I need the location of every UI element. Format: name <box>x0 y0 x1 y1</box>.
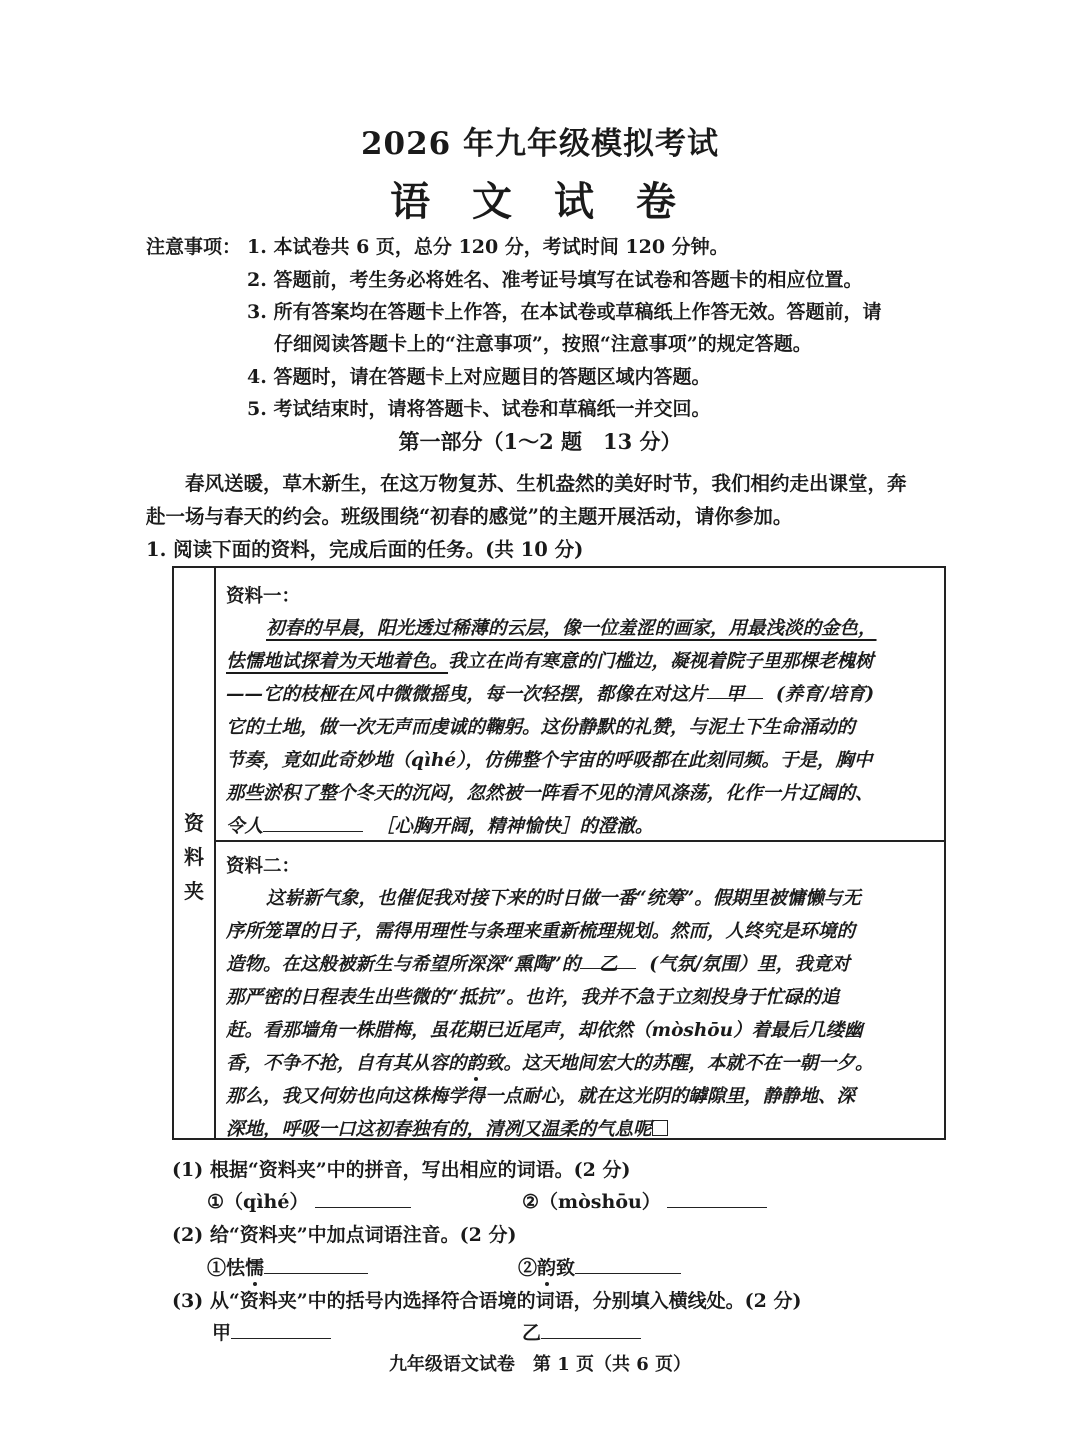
page-footer: 九年级语文试卷 第 1 页（共 6 页） <box>388 1354 692 1375</box>
notice-label: 注意事项： <box>146 236 242 258</box>
paper-title: 语 文 试 卷 <box>390 178 690 225</box>
material-2-line-5: 赶。看那墙角一株腊梅，虽花期已近尾声，却依然（mòshōu）着最后几缕幽 <box>226 1020 863 1041</box>
side-char-2: 料 <box>184 845 204 869</box>
material-folder-box <box>172 566 946 1140</box>
side-char-1: 资 <box>184 811 204 835</box>
q1-3-b-label: 乙 <box>522 1322 542 1344</box>
question-1-1-b <box>522 1187 767 1214</box>
blank-idiom[interactable] <box>263 813 363 832</box>
q1-2-b-dotted-char: 韵 <box>537 1257 557 1279</box>
missing-punctuation-box[interactable] <box>652 1120 668 1136</box>
material-2-line-3 <box>226 950 850 976</box>
material-1-line-7 <box>226 812 653 838</box>
question-1-3-b <box>522 1318 641 1345</box>
material-1-line-1: 初春的早晨，阳光透过稀薄的云层，像一位羞涩的画家，用最浅淡的金色， <box>266 618 877 639</box>
exam-title: 2026 年九年级模拟考试 <box>360 126 720 162</box>
material-1-line-4: 它的土地，做一次无声而虔诚的鞠躬。这份静默的礼赞，与泥土下生命涌动的 <box>226 717 856 738</box>
underlined-sentence: 怯懦地试探着为天地着色。 <box>226 651 449 672</box>
material-2-line-6-b: 致。这天地间宏大的苏醒，本就不在一朝一夕。 <box>485 1053 874 1074</box>
material-2-heading: 资料二： <box>226 856 301 877</box>
answer-blank-jia[interactable] <box>231 1320 331 1339</box>
notice-item-5: 5. 考试结束时，请将答题卡、试卷和草稿纸一并交回。 <box>247 398 711 420</box>
dotted-char-yun: 韵 <box>466 1053 486 1074</box>
material-2-line-1: 这崭新气象，也催促我对接下来的时日做一番“统筹”。假期里被慵懒与无 <box>266 888 861 909</box>
part1-title: 第一部分（1～2 题 13 分） <box>398 429 682 454</box>
q1-2-a-char-1: ①怯 <box>207 1257 246 1279</box>
question-1-2-b <box>518 1253 681 1280</box>
question-1-stem: 1. 阅读下面的资料，完成后面的任务。(共 10 分) <box>146 538 584 561</box>
material-1-line-2-rest: 我立在尚有寒意的门槛边，凝视着院子里那棵老槐树 <box>448 651 874 672</box>
intro-line-1: 春风送暖，草木新生，在这万物复苏、生机盎然的美好时节，我们相约走出课堂，奔 <box>185 472 907 495</box>
notice-item-3-cont: 仔细阅读答题卡上的“注意事项”，按照“注意事项”的规定答题。 <box>274 333 812 355</box>
q1-1-a-label: ①（qìhé） <box>207 1191 309 1213</box>
blank-jia[interactable]: 甲 <box>707 680 763 699</box>
material-1-line-7-b: ［心胸开阔，精神愉快］的澄澈。 <box>375 816 654 837</box>
question-1-1-a <box>207 1187 411 1214</box>
question-1-3-a <box>212 1318 331 1345</box>
folder-side-label <box>174 568 216 1138</box>
material-2-line-6 <box>226 1049 874 1075</box>
question-1-2-a <box>207 1253 368 1280</box>
answer-blank-yunzhi[interactable] <box>575 1255 681 1274</box>
side-char-3: 夹 <box>184 879 204 903</box>
material-2-line-3-a: 造物。在这般被新生与希望所深深“熏陶”的 <box>226 954 581 975</box>
question-1-3: (3) 从“资料夹”中的括号内选择符合语境的词语，分别填入横线处。(2 分) <box>172 1290 802 1312</box>
material-1-line-7-a: 令人 <box>226 816 264 837</box>
material-divider <box>214 840 946 842</box>
answer-blank-moshou[interactable] <box>667 1189 767 1208</box>
material-1-line-3-b: (养育/培育) <box>775 684 875 705</box>
material-2-line-3-b: (气氛/氛围）里，我竟对 <box>649 954 850 975</box>
intro-line-2: 赴一场与春天的约会。班级围绕“初春的感觉”的主题开展活动，请你参加。 <box>146 505 793 528</box>
q1-2-a-dotted-char: 懦 <box>245 1257 265 1279</box>
q1-2-b-num: ② <box>518 1257 538 1279</box>
material-2-line-4: 那严密的日程表生出些微的“抵抗”。也许，我并不急于立刻投身于忙碌的追 <box>226 987 840 1008</box>
q1-1-b-label: ②（mòshōu） <box>522 1191 661 1213</box>
material-1-line-3-a: ——它的枝桠在风中微微摇曳，每一次轻摆，都像在对这片 <box>226 684 708 705</box>
material-2-line-8-text: 深地，呼吸一口这初春独有的，清冽又温柔的气息呢 <box>226 1119 652 1140</box>
question-1-2: (2) 给“资料夹”中加点词语注音。(2 分) <box>172 1224 517 1246</box>
answer-blank-qihe[interactable] <box>315 1189 411 1208</box>
material-2-line-8 <box>226 1115 668 1141</box>
material-2-line-2: 序所笼罩的日子，需得用理性与条理来重新梳理规划。然而，人终究是环境的 <box>226 921 856 942</box>
answer-blank-qienuo[interactable] <box>264 1255 368 1274</box>
question-1-1: (1) 根据“资料夹”中的拼音，写出相应的词语。(2 分) <box>172 1159 631 1181</box>
material-1-line-2 <box>226 647 874 673</box>
material-1-line-6: 那些淤积了整个冬天的沉闷，忽然被一阵看不见的清风涤荡，化作一片辽阔的、 <box>226 783 874 804</box>
notice-item-4: 4. 答题时，请在答题卡上对应题目的答题区域内答题。 <box>247 366 711 388</box>
notice-item-3: 3. 所有答案均在答题卡上作答，在本试卷或草稿纸上作答无效。答题前，请 <box>247 301 882 323</box>
q1-2-b-char: 致 <box>556 1257 576 1279</box>
notice-item-1: 1. 本试卷共 6 页，总分 120 分，考试时间 120 分钟。 <box>247 236 729 258</box>
material-1-line-5: 节奏，竟如此奇妙地（qìhé），仿佛整个宇宙的呼吸都在此刻同频。于是，胸中 <box>226 750 873 771</box>
material-1-heading: 资料一： <box>226 586 301 607</box>
material-1-line-3 <box>226 680 874 706</box>
notice-item-2: 2. 答题前，考生务必将姓名、准考证号填写在试卷和答题卡的相应位置。 <box>247 269 863 291</box>
material-2-line-7: 那么，我又何妨也向这株梅学得一点耐心，就在这光阴的罅隙里，静静地、深 <box>226 1086 856 1107</box>
q1-3-a-label: 甲 <box>212 1322 232 1344</box>
answer-blank-yi[interactable] <box>541 1320 641 1339</box>
blank-yi[interactable]: 乙 <box>580 950 636 969</box>
material-2-line-6-a: 香，不争不抢，自有其从容的 <box>226 1053 467 1074</box>
